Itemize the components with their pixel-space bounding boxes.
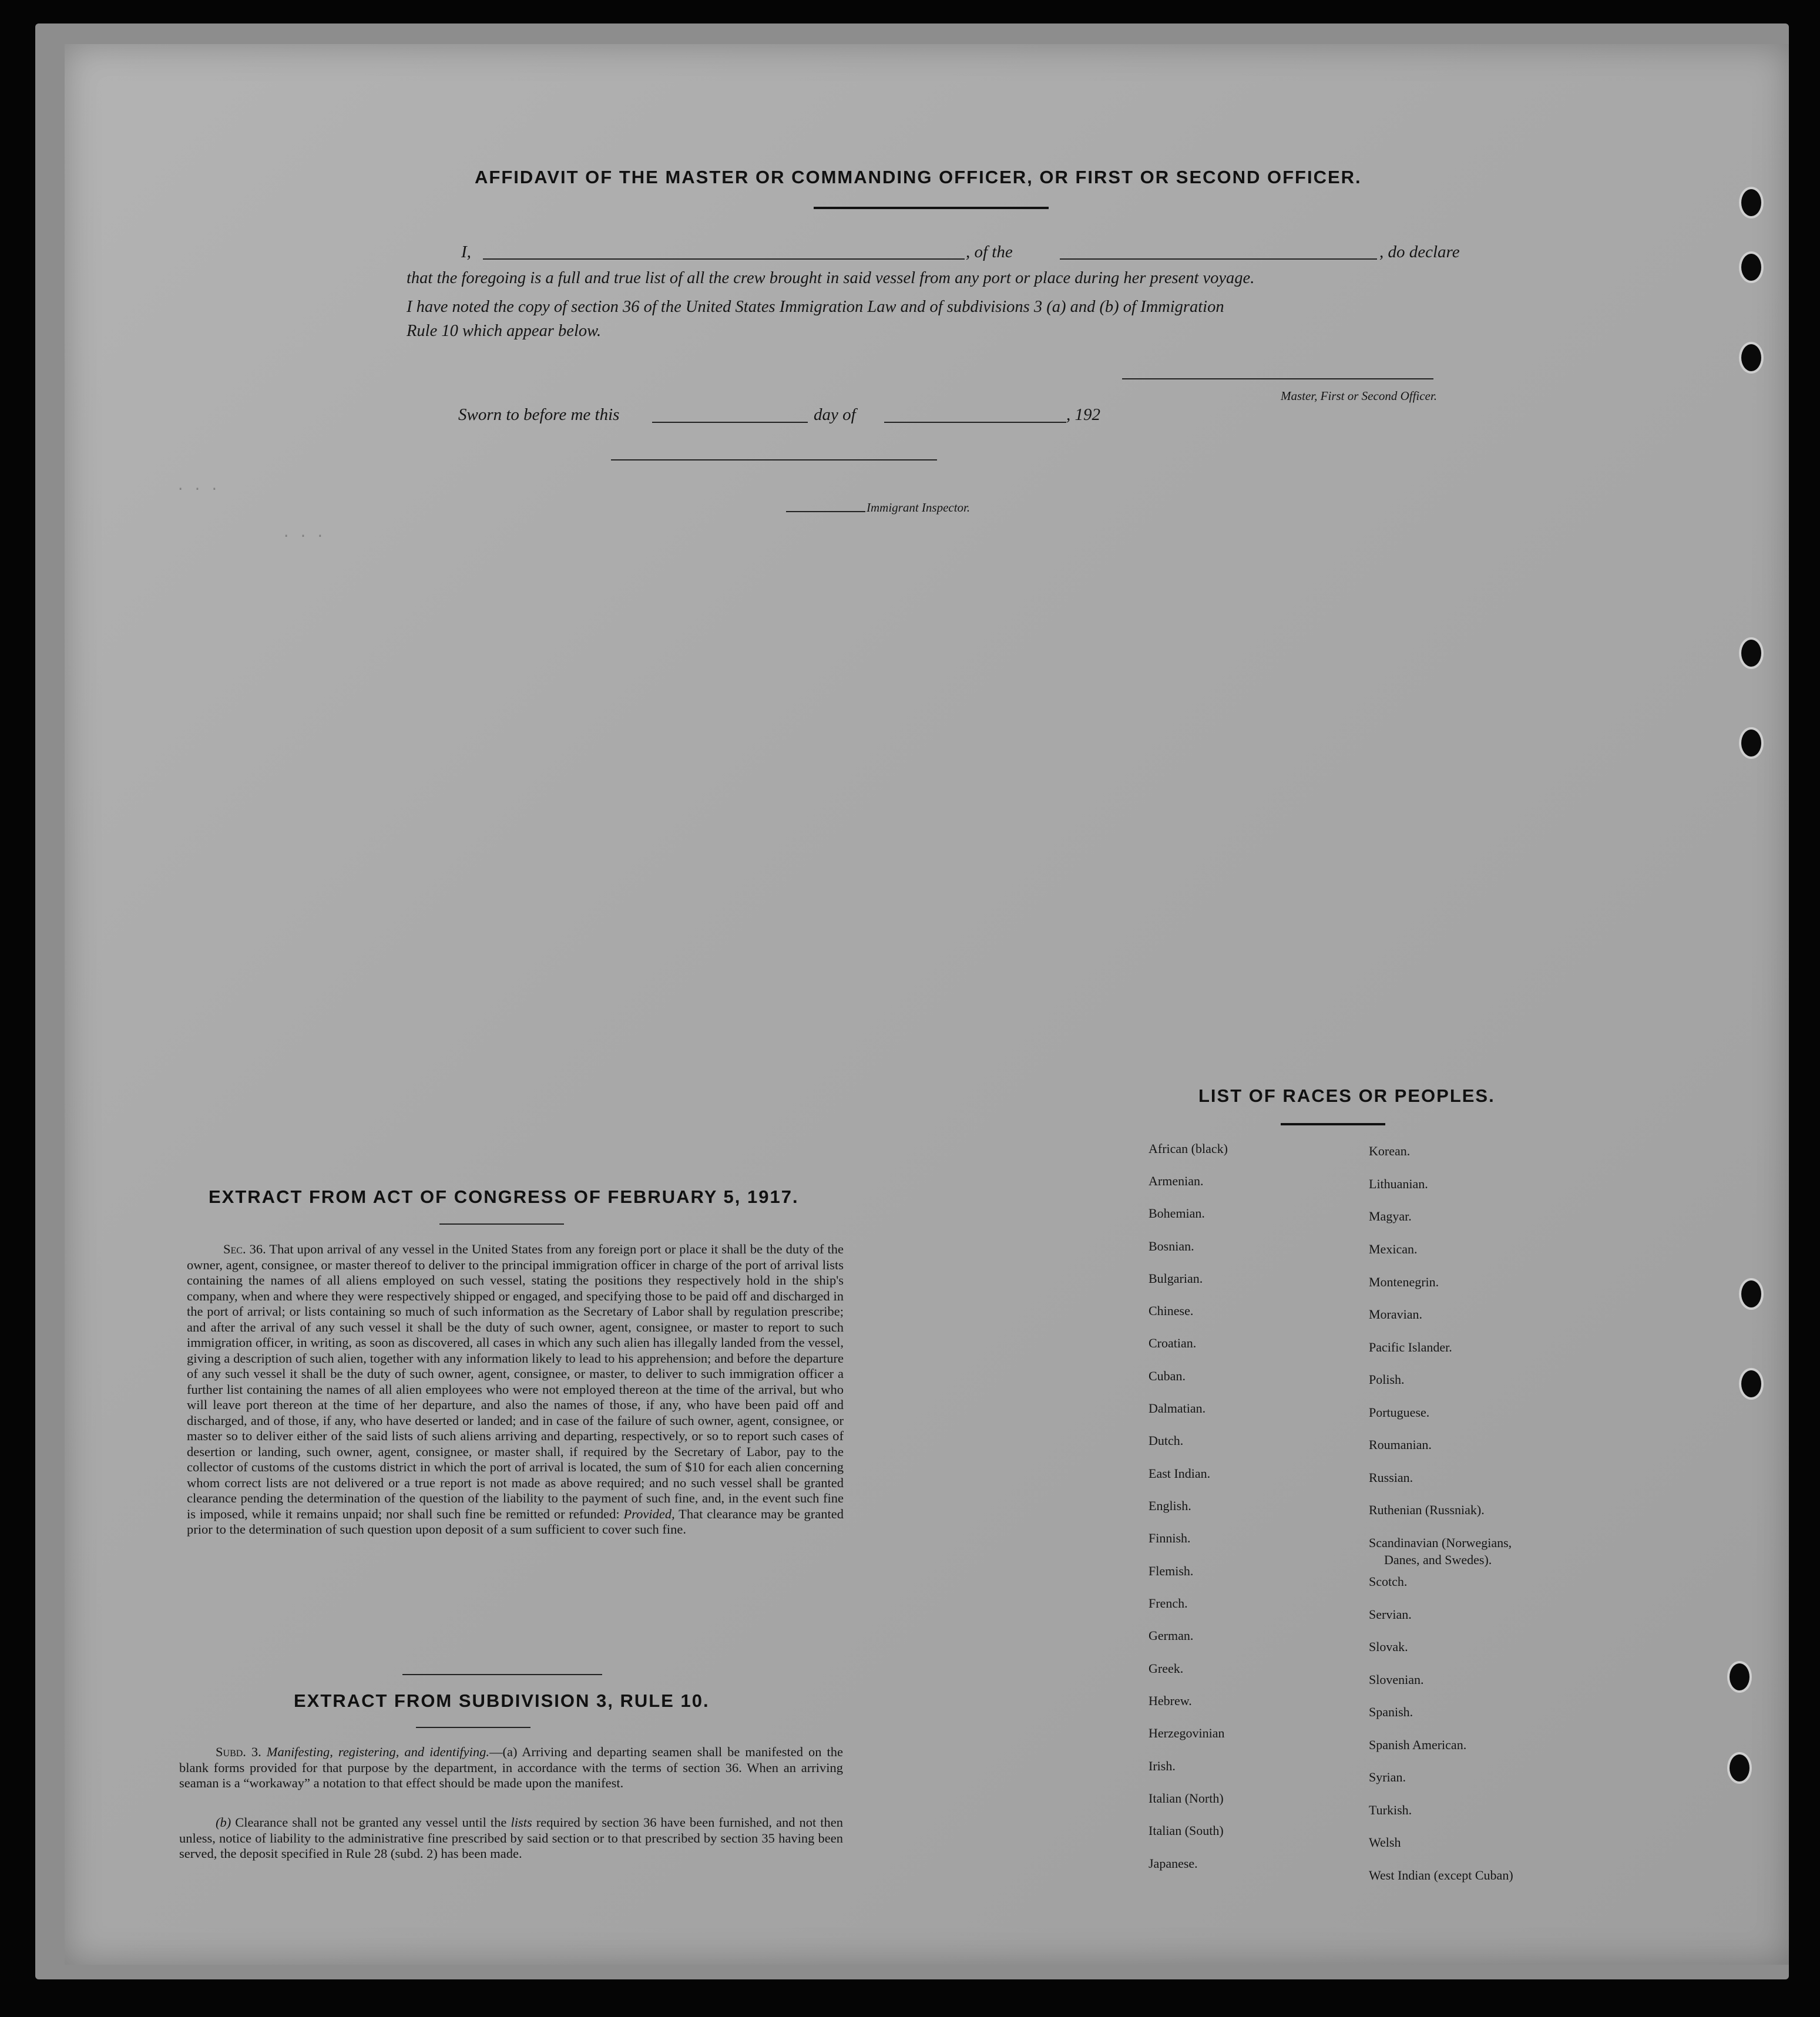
race-item: Greek.	[1149, 1661, 1184, 1676]
race-item: Moravian.	[1369, 1307, 1423, 1322]
subd-heading: Manifesting, registering, and identifying.	[266, 1744, 490, 1759]
sec-body-end: That clearance may be granted prior to the determination of such question upon deposit of a sum sufficient to cover such fine.	[187, 1506, 844, 1537]
binder-hole	[1739, 727, 1764, 759]
race-item: Lithuanian.	[1369, 1176, 1428, 1191]
race-item: Spanish.	[1369, 1705, 1413, 1719]
sec-body: That upon arrival of any vessel in the United States from any foreign port or place it shall be the duty of the owner, agent, consignee, or master thereof to deliver to the principal immigration officer in charge of the port of arrival lists containing the names of all aliens employed on such vessel, stating the positions they respectively hold in the ship's company, when and where they were respectively shipped or engaged, and specifying those to be paid off and discharged in the port of arrival; or lists containing so much of such information as the Secretary of Labor shall by regulation prescribe; and after the arrival of any such vessel it shall be the duty of such owner, agent, consignee, or master to report to such immigration officer, in writing, as soon as discovered, all cases in which any such alien has illegally landed from the vessel, giving a description of such alien, together with any information likely to lead to his apprehension; and before the departure of any such vessel it shall be the duty of such owner, agent, consignee, or master, to deliver to such immigration officer a further list containing the names of all alien employees who were not employed thereon at the time of the arrival, but who will leave port thereon at the time of her departure, and also the names of those, if any, who have been paid off and discharged, and of those, if any, who have deserted or landed; and in case of the failure of such owner, agent, consignee, or master so to deliver either of the said lists of such aliens arriving and departing, respectively, or so to report such cases of desertion or landing, such owner, agent, consignee, or master shall, if required by the Secretary of Labor, pay to the collector of customs of the customs district in which the port of arrival is located, the sum of $10 for each alien concerning whom correct lists are not delivered or a true report is not made as above required; and no such vessel shall be granted clearance pending the determination of the question of the liability to the payment of such fine, and, in the event such fine is imposed, while it remains unpaid; nor shall such fine be remitted or refunded:	[187, 1242, 844, 1521]
race-item: East Indian.	[1149, 1466, 1211, 1481]
race-item: Japanese.	[1149, 1856, 1198, 1871]
race-item: West Indian (except Cuban)	[1369, 1868, 1513, 1882]
signature-caption: Master, First or Second Officer.	[1281, 389, 1437, 403]
race-item: Flemish.	[1149, 1564, 1194, 1578]
race-item: Montenegrin.	[1369, 1275, 1439, 1289]
binder-hole	[1739, 1278, 1764, 1310]
race-item: Dutch.	[1149, 1433, 1184, 1448]
race-item: Pacific Islander.	[1369, 1340, 1452, 1354]
binder-hole	[1727, 1752, 1752, 1784]
race-item: Dalmatian.	[1149, 1401, 1206, 1416]
race-item: Scandinavian (Norwegians,	[1369, 1535, 1512, 1550]
affidavit-declare: , do declare	[1379, 243, 1460, 261]
races-title: LIST OF RACES OR PEOPLES.	[1198, 1085, 1495, 1106]
race-item: Armenian.	[1149, 1174, 1204, 1188]
race-item: Hebrew.	[1149, 1693, 1192, 1708]
binder-hole	[1739, 342, 1764, 374]
race-item: Slovenian.	[1369, 1672, 1424, 1687]
race-scandinavian-cont: Danes, and Swedes).	[1384, 1552, 1492, 1567]
rule-title: EXTRACT FROM SUBDIVISION 3, RULE 10.	[294, 1690, 710, 1711]
affidavit-i: I,	[461, 243, 471, 261]
race-item: Polish.	[1369, 1372, 1405, 1387]
race-item: Finnish.	[1149, 1531, 1191, 1545]
subd-a-text: —(a) Arriving and departing seamen shall be manifested on the blank forms provided for that purpose by the department, in accordance with the terms of section 36. When an arriving seaman is a “workaway” a notation to that effect should be made upon the manifest.	[179, 1744, 844, 1790]
race-item: Servian.	[1369, 1607, 1412, 1622]
month-blank	[884, 422, 1066, 423]
affidavit-title: AFFIDAVIT OF THE MASTER OR COMMANDING OFFICER, OR FIRST OR SECOND OFFICER.	[475, 167, 1362, 187]
binder-hole	[1739, 251, 1764, 283]
day-blank	[652, 422, 808, 423]
race-item: Syrian.	[1369, 1770, 1406, 1784]
provided-word: Provided,	[623, 1506, 675, 1521]
binder-hole	[1739, 637, 1764, 669]
signature-line	[1122, 378, 1433, 379]
race-item: Bosnian.	[1149, 1239, 1194, 1253]
race-item: Italian (North)	[1149, 1791, 1224, 1806]
affidavit-line4: Rule 10 which appear below.	[407, 322, 602, 340]
race-item: Croatian.	[1149, 1336, 1197, 1350]
sworn-text: Sworn to before me this	[458, 405, 620, 424]
races-title-underline	[1281, 1123, 1385, 1125]
subd-label: Subd. 3.	[216, 1744, 261, 1759]
affidavit-line3: I have noted the copy of section 36 of the United States Immigration Law and of subdivisions 3 (a) and (b) of Immigration	[407, 298, 1224, 316]
race-item: Cuban.	[1149, 1369, 1186, 1383]
act-section-36	[187, 1242, 844, 1538]
affidavit-of-the: , of the	[966, 243, 1013, 261]
race-item: Magyar.	[1369, 1209, 1412, 1223]
rule-subd-b	[179, 1815, 843, 1862]
year-text: , 192	[1066, 405, 1100, 424]
name-blank	[483, 258, 965, 260]
race-item: Welsh	[1369, 1835, 1401, 1850]
inspector-caption: Immigrant Inspector.	[867, 500, 971, 515]
race-item: Scotch.	[1369, 1574, 1408, 1589]
binder-hole	[1739, 187, 1764, 218]
race-item: Korean.	[1369, 1144, 1411, 1158]
race-item: Turkish.	[1369, 1803, 1412, 1817]
race-item: Irish.	[1149, 1759, 1176, 1773]
b-text-2: required by section 36 have been furnished, and not then unless, notice of liability to the administrative fine prescribed by said section or to that prescribed by section 35 having been served, the deposit specified in Rule 28 (subd. 2) has been made.	[179, 1815, 844, 1861]
race-item: English.	[1149, 1498, 1191, 1513]
inspector-signature-line	[611, 459, 937, 460]
race-item: Portuguese.	[1369, 1405, 1430, 1420]
race-item: Herzegovinian	[1149, 1726, 1225, 1740]
race-item: Bohemian.	[1149, 1206, 1205, 1221]
title-underline	[814, 207, 1049, 209]
race-item: Slovak.	[1369, 1639, 1408, 1654]
document-page	[65, 44, 1789, 1965]
race-item: Spanish American.	[1369, 1737, 1467, 1752]
race-item: German.	[1149, 1628, 1194, 1643]
act-title: EXTRACT FROM ACT OF CONGRESS OF FEBRUARY 5, 1917.	[209, 1186, 799, 1207]
day-of-text: day of	[814, 405, 856, 424]
rule-title-rule	[416, 1727, 530, 1728]
inspector-short-line	[786, 511, 865, 512]
race-item: Bulgarian.	[1149, 1271, 1203, 1286]
race-item: Italian (South)	[1149, 1823, 1224, 1838]
act-title-rule	[439, 1223, 564, 1225]
b-text-1: Clearance shall not be granted any vessel until the	[235, 1815, 507, 1830]
affidavit-line2: that the foregoing is a full and true list of all the crew brought in said vessel from any port or place during her present voyage.	[407, 269, 1255, 287]
race-item: French.	[1149, 1596, 1188, 1611]
b-lists: lists	[511, 1815, 532, 1830]
rule-subd-3	[179, 1744, 843, 1791]
race-item: Chinese.	[1149, 1303, 1194, 1318]
section-divider	[402, 1674, 602, 1675]
race-item: Russian.	[1369, 1470, 1413, 1485]
race-item: African (black)	[1149, 1141, 1228, 1156]
binder-hole	[1739, 1368, 1764, 1400]
sec-label: Sec. 36.	[223, 1242, 266, 1256]
race-item: Mexican.	[1369, 1242, 1418, 1256]
vessel-blank	[1060, 258, 1377, 260]
b-label: (b)	[216, 1815, 231, 1830]
race-item: Roumanian.	[1369, 1437, 1432, 1452]
binder-hole	[1727, 1661, 1752, 1693]
race-item: Ruthenian (Russniak).	[1369, 1502, 1485, 1517]
